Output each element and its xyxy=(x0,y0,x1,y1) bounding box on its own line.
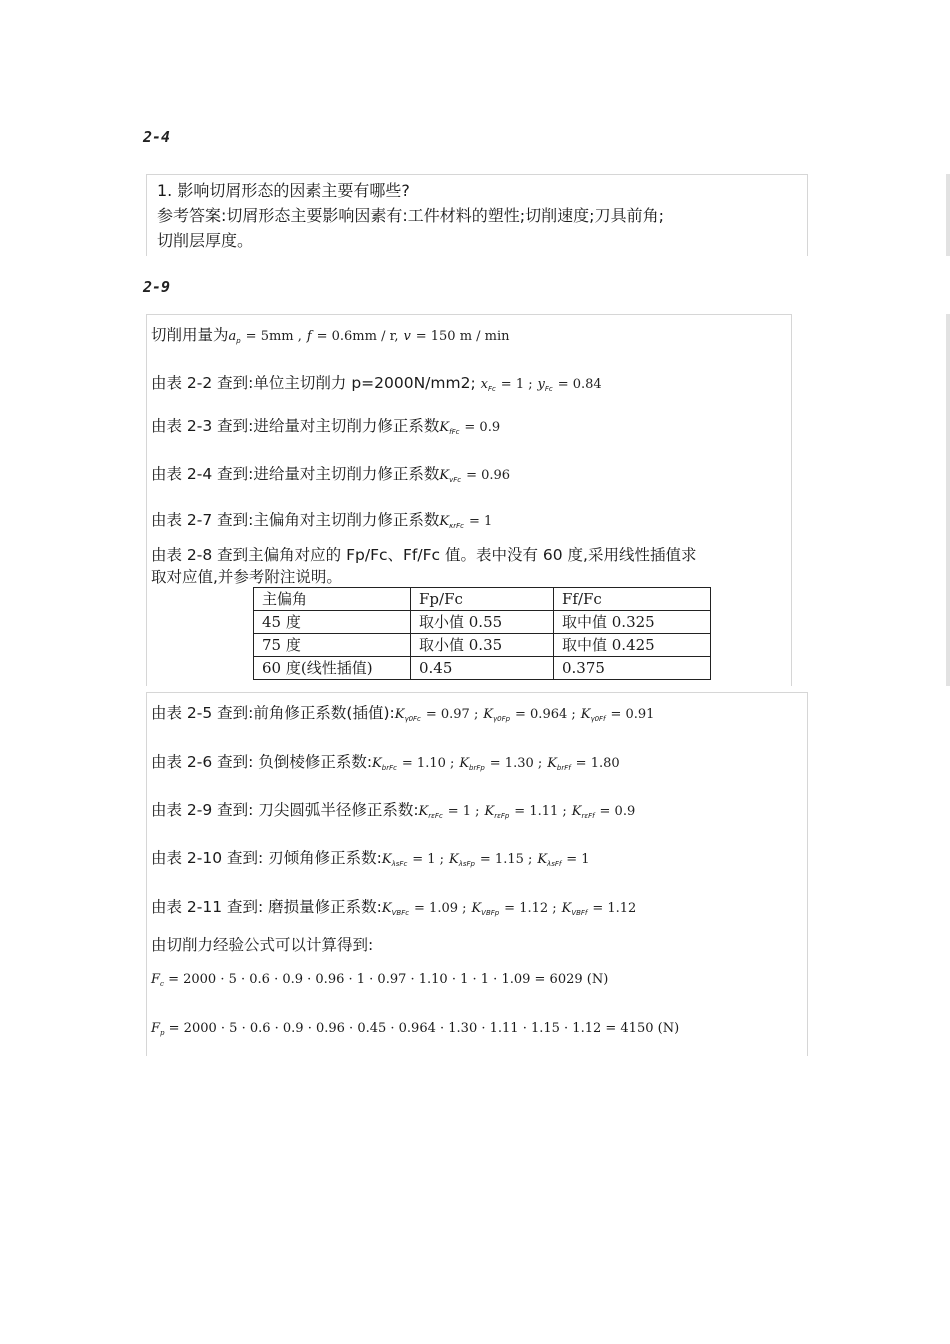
table-2-2-line: 由表 2-2 查到:单位主切削力 p=2000N/mm2; $x_{Fc} = 1$ ; $y_{Fc} = 0.84$ xyxy=(151,374,602,393)
table-header-cell: 主偏角 xyxy=(254,588,411,611)
cutting-params-line: 切削用量为$a_p = 5mm$ , f = 0.6mm / r, v = 150 m / min xyxy=(151,326,510,345)
table-2-7-line: 由表 2-7 查到:主偏角对主切削力修正系数$K_{\kappa rFc} = 1$ xyxy=(151,511,493,530)
table-header-row xyxy=(254,588,711,611)
solution-box-part1 xyxy=(146,314,792,686)
page-edge-mark xyxy=(946,174,950,256)
table-2-4-line: 由表 2-4 查到:进给量对主切削力修正系数$K_{vFc} = 0.96$ xyxy=(151,465,511,484)
table-cell: 取小值 0.35 xyxy=(411,634,554,657)
answer-box-2-4 xyxy=(146,174,808,256)
page-edge-mark xyxy=(946,314,950,686)
table-cell: 60 度(线性插值) xyxy=(254,657,411,680)
question-text: 1. 影响切屑形态的因素主要有哪些? xyxy=(157,181,410,200)
section-heading-2-4: 2-4 xyxy=(143,128,171,146)
table-2-8-line-a: 由表 2-8 查到主偏角对应的 Fp/Fc、Ff/Fc 值。表中没有 60 度,采用线性插值求 xyxy=(151,546,697,564)
answer-line-1: 参考答案:切屑形态主要影响因素有:工件材料的塑性;切削速度;刀具前角; xyxy=(157,206,664,225)
table-cell: 45 度 xyxy=(254,611,411,634)
table-header-cell: Fp/Fc xyxy=(411,588,554,611)
section-heading-2-9: 2-9 xyxy=(143,278,171,296)
formula-intro-line: 由切削力经验公式可以计算得到: xyxy=(151,936,374,954)
table-2-9-line: 由表 2-9 查到: 刀尖圆弧半径修正系数$:K_{r\varepsilon Fc} = 1$ ; $K_{r\varepsilon Fp} = 1.11$ ; $K_{r\varepsilon Ff} = 0.9$ xyxy=(151,801,636,820)
table-2-8-line-b: 取对应值,并参考附注说明。 xyxy=(151,568,342,586)
table-2-3-line: 由表 2-3 查到:进给量对主切削力修正系数$K_{fFc} = 0.9$ xyxy=(151,417,501,436)
table-2-5-line: 由表 2-5 查到:前角修正系数(插值)$:K_{\gamma 0Fc} = 0.97$ ; $K_{\gamma 0Fp} = 0.964$ ; $K_{\gamma 0Ff} = 0.91$ xyxy=(151,704,655,723)
table-cell: 取小值 0.55 xyxy=(411,611,554,634)
table-cell: 取中值 0.425 xyxy=(554,634,711,657)
table-2-10-line: 由表 2-10 查到: 刃倾角修正系数$:K_{\lambda sFc} = 1$ ; $K_{\lambda sFp} = 1.15$ ; $K_{\lambda sFf} = 1$ xyxy=(151,849,590,868)
table-row xyxy=(254,611,711,634)
table-cell: 0.45 xyxy=(411,657,554,680)
table-row xyxy=(254,657,711,680)
formula-fc: $F_c = 2000 \cdot 5 \cdot 0.6 \cdot 0.9 \cdot 0.96 \cdot 1 \cdot 0.97 \cdot 1.10 \cdot 1 \cdot 1 \cdot 1.09 = 6029$ (N) xyxy=(151,972,609,988)
answer-line-2: 切削层厚度。 xyxy=(157,231,254,250)
table-header-cell: Ff/Fc xyxy=(554,588,711,611)
angle-ratio-table xyxy=(253,587,711,680)
table-cell: 0.375 xyxy=(554,657,711,680)
solution-box-part2 xyxy=(146,692,808,1056)
table-cell: 取中值 0.325 xyxy=(554,611,711,634)
table-row xyxy=(254,634,711,657)
formula-fp: $F_p = 2000 \cdot 5 \cdot 0.6 \cdot 0.9 \cdot 0.96 \cdot 0.45 \cdot 0.964 \cdot 1.30 \cdot 1.11 \cdot 1.15 \cdot 1.12 = 4150$ (N) xyxy=(151,1021,680,1037)
table-2-6-line: 由表 2-6 查到: 负倒棱修正系数$:K_{brFc} = 1.10$ ; $K_{brFp} = 1.30$ ; $K_{brFf} = 1.80$ xyxy=(151,753,620,772)
table-cell: 75 度 xyxy=(254,634,411,657)
table-2-11-line: 由表 2-11 查到: 磨损量修正系数$:K_{VBFc} = 1.09$ ; $K_{VBFp} = 1.12$ ; $K_{VBFf} = 1.12$ xyxy=(151,898,637,917)
